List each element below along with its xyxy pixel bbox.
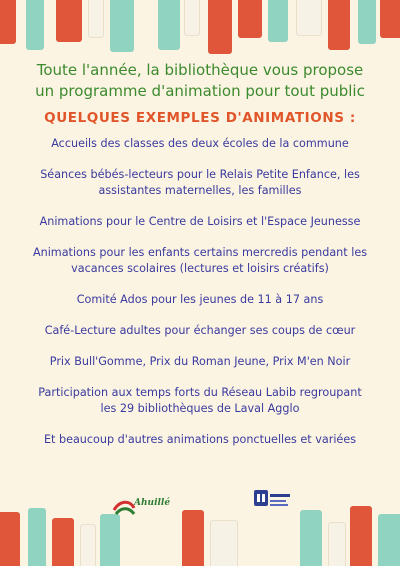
poster-content (0, 60, 400, 448)
list-item (22, 354, 378, 370)
subheading: QUELQUES EXEMPLES D'ANIMATIONS : (44, 110, 356, 126)
book-spine (328, 0, 350, 50)
book-spine (300, 510, 322, 566)
ahuille-logo-text: Ahuillé (134, 498, 171, 508)
list-item (22, 136, 378, 152)
book-spine (296, 0, 322, 36)
list-item (22, 432, 378, 448)
book-spine (52, 518, 74, 566)
item-line: Séances bébés-lecteurs pour le Relais Petite Enfance, les (40, 168, 360, 181)
list-item (22, 323, 378, 339)
book-spine (88, 0, 104, 38)
list-item (22, 292, 378, 308)
item-line: Prix Bull'Gomme, Prix du Roman Jeune, Prix M'en Noir (49, 355, 351, 368)
book-spine (100, 514, 120, 566)
book-spine (358, 0, 376, 44)
item-line: assistantes maternelles, les familles (98, 184, 302, 197)
book-spine (208, 0, 232, 54)
book-spine (238, 0, 262, 38)
list-item (22, 245, 378, 277)
book-spine (158, 0, 180, 50)
book-spine (184, 0, 200, 36)
books-decoration-bottom (0, 504, 400, 566)
book-spine (378, 514, 400, 566)
item-line: les 29 bibliothèques de Laval Agglo (100, 402, 300, 415)
book-spine (80, 524, 96, 566)
ahuille-logo (112, 496, 174, 518)
list-item (22, 167, 378, 199)
book-spine (26, 0, 44, 50)
item-line: Accueils des classes des deux écoles de la commune (51, 137, 349, 150)
item-line: Animations pour les enfants certains mercredis pendant les (32, 246, 368, 259)
library-network-logo (250, 488, 294, 516)
list-item (22, 214, 378, 230)
book-spine (110, 0, 134, 52)
book-spine (0, 0, 16, 44)
headline (0, 60, 400, 102)
item-line: Comité Ados pour les jeunes de 11 à 17 ans (76, 293, 324, 306)
item-line: Et beaucoup d'autres animations ponctuelles et variées (43, 433, 357, 446)
book-spine (182, 510, 204, 566)
book-spine (28, 508, 46, 566)
book-spine (0, 512, 20, 566)
book-spine (380, 0, 400, 38)
item-line: Participation aux temps forts du Réseau Labib regroupant (38, 386, 362, 399)
library-network-icon (250, 488, 294, 516)
list-item (22, 385, 378, 417)
headline-line-1: Toute l'année, la bibliothèque vous propose (36, 61, 364, 79)
headline-line-2: un programme d'animation pour tout public (35, 82, 365, 100)
books-decoration-top (0, 0, 400, 62)
book-spine (328, 522, 346, 566)
item-line: vacances scolaires (lectures et loisirs créatifs) (71, 262, 329, 275)
item-line: Café-Lecture adultes pour échanger ses coups de cœur (44, 324, 356, 337)
item-line: Animations pour le Centre de Loisirs et l'Espace Jeunesse (39, 215, 361, 228)
book-spine (350, 506, 372, 566)
book-spine (210, 520, 238, 566)
book-spine (268, 0, 288, 42)
book-spine (56, 0, 82, 42)
